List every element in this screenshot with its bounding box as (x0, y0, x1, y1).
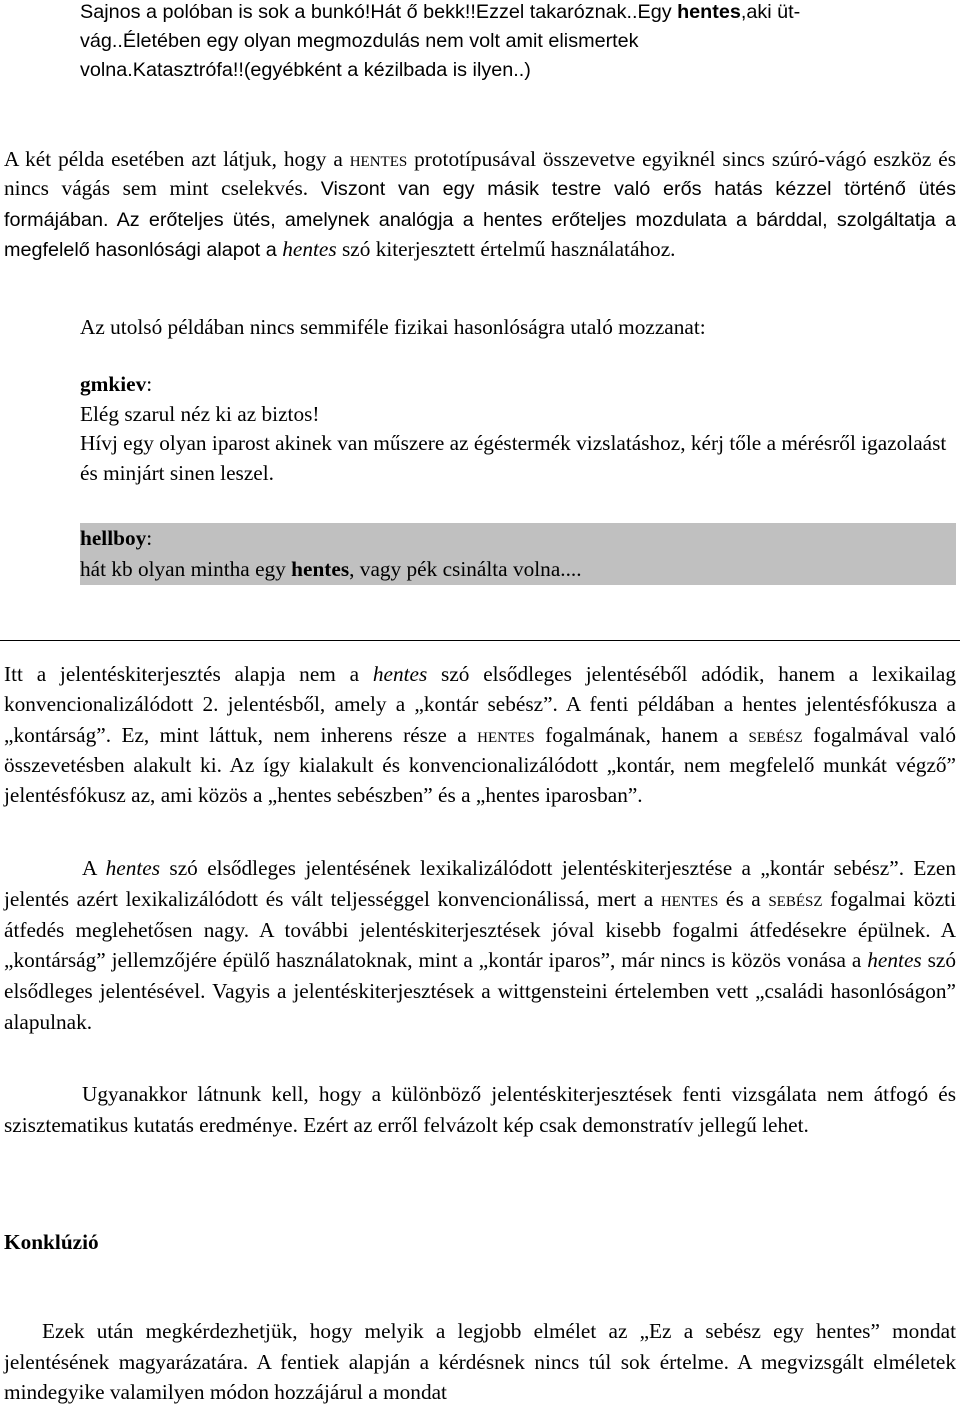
italic-term: hentes (867, 948, 922, 973)
post-username: hellboy (80, 526, 147, 550)
paragraph-1 (4, 145, 956, 265)
forum-quote-line: vág..Életében egy olyan megmozdulás nem volt amit elismertek (80, 30, 639, 52)
small-caps-term: hentes (477, 722, 535, 747)
forum-quote-line (80, 0, 956, 27)
small-caps-term: hentes (349, 147, 408, 171)
forum-post-hellboy (80, 523, 956, 585)
text: és a (718, 886, 769, 911)
forum-post-gmkiev (80, 370, 956, 488)
small-caps-term: sebész (748, 722, 803, 747)
bold-term: hentes (291, 557, 350, 581)
text: Ezek után megkérdezhetjük, hogy melyik a legjobb elmélet az „Ez a sebész egy hentes” mondat jelentésének magyarázatára. A fentiek alapján a kérdésnek nincs túl sok értelme. A megvizsgált elméletek mindegyike valamilyen módon hozzájárul a mondat (4, 1319, 956, 1404)
forum-quote-line: volna.Katasztrófa!!(egyébként a kézilbada is ilyen..) (80, 59, 531, 81)
text: szó elsődleges jelentéséből adódik, hanem a lexikailag konvencionalizálódott 2. jelentésből, amely a „kontár sebész”. A fenti példában a hentes jelentésfókusza a „kontárság”. Ez, mint láttuk, nem inherens része a (4, 662, 956, 747)
sans-text: Viszont van egy másik testre való erős hatás kézzel történő ütés formájában. Az erőteljes ütés, amelynek analógja a hentes erőteljes mozdulata a bárddal, szolgáltatja a megfelelő hasonlósági alapot a (4, 178, 956, 261)
italic-term: hentes (105, 856, 161, 880)
text: Itt a jelentéskiterjesztés alapja nem a (4, 662, 373, 686)
text: : (146, 372, 153, 396)
paragraph-5 (4, 1079, 956, 1141)
small-caps-term: hentes (660, 886, 719, 911)
paragraph-4 (4, 853, 956, 1038)
forum-quote-top (80, 0, 956, 85)
text: fogalmával való összevetésben alakult ki. Az így kialakult és konvencionalizálódott „kontár, nem megfelelő munkát végző” jelentésfókusz az, ami közös a „hentes sebészben” és a „hentes iparosban”. (4, 722, 957, 808)
paragraph-2: Az utolsó példában nincs semmiféle fizikai hasonlóságra utaló mozzanat: (80, 315, 706, 339)
text: Ugyanakkor látnunk kell, hogy a különböző jelentéskiterjesztések fenti vizsgálata nem átfogó és szisztematikus kutatás eredménye. Ezért az erről felvázolt kép csak demonstratív jellegű lehet. (4, 1082, 956, 1137)
text: A (82, 856, 106, 880)
post-username: gmkiev (80, 372, 147, 396)
small-caps-term: sebész (768, 886, 823, 911)
text: prototípusával összevetve egyiknél sincs szúró-vágó eszköz és nincs vágás sem mint cselekvés. (4, 147, 956, 201)
post-line: Elég szarul néz ki az biztos! (80, 401, 320, 426)
post-line (80, 554, 956, 585)
section-heading: Konklúzió (4, 1230, 99, 1254)
horizontal-rule (0, 640, 960, 641)
text: ,aki üt- (740, 1, 801, 23)
italic-term: hentes (282, 236, 337, 261)
post-header (80, 523, 956, 554)
bold-term: hentes (677, 1, 741, 23)
text: szó kiterjesztett értelmű használatához. (336, 236, 676, 261)
italic-term: hentes (372, 662, 428, 686)
text: hát kb olyan mintha egy (80, 557, 292, 581)
text: Sajnos a polóban is sok a bunkó!Hát ő bekk!!Ezzel takaróznak..Egy (80, 1, 678, 23)
paragraph-6 (4, 1316, 956, 1408)
paragraph-3 (4, 659, 956, 810)
text: fogalmának, hanem a (534, 722, 749, 747)
post-header (80, 370, 956, 400)
text: fogalmai közti átfedés meglehetősen nagy. A további jelentéskiterjesztések jóval kisebb fogalmi átfedésekre épülnek. A „kontárság” jellemzőjére épülő használatoknak, mint a „kontár iparos”, már nincs is közös vonása a (4, 886, 956, 973)
text: , vagy pék csinálta volna.... (349, 557, 582, 581)
post-line: Hívj egy olyan iparost akinek van műszere az égéstermék vizslatáshoz, kérj tőle a mérésről igazolaást és minjárt sinen leszel. (80, 431, 947, 485)
text: szó elsődleges jelentésével. Vagyis a jelentéskiterjesztések a wittgensteini értelemben vett „családi hasonlóságon” alapulnak. (4, 948, 956, 1034)
text: : (146, 526, 153, 550)
text: szó elsődleges jelentésének lexikalizálódott jelentéskiterjesztése a „kontár sebész”. Ezen jelentés azért lexikalizálódott és vált teljességgel konvencionálissá, mert a (4, 856, 956, 911)
text: A két példa esetében azt látjuk, hogy a (4, 147, 350, 171)
